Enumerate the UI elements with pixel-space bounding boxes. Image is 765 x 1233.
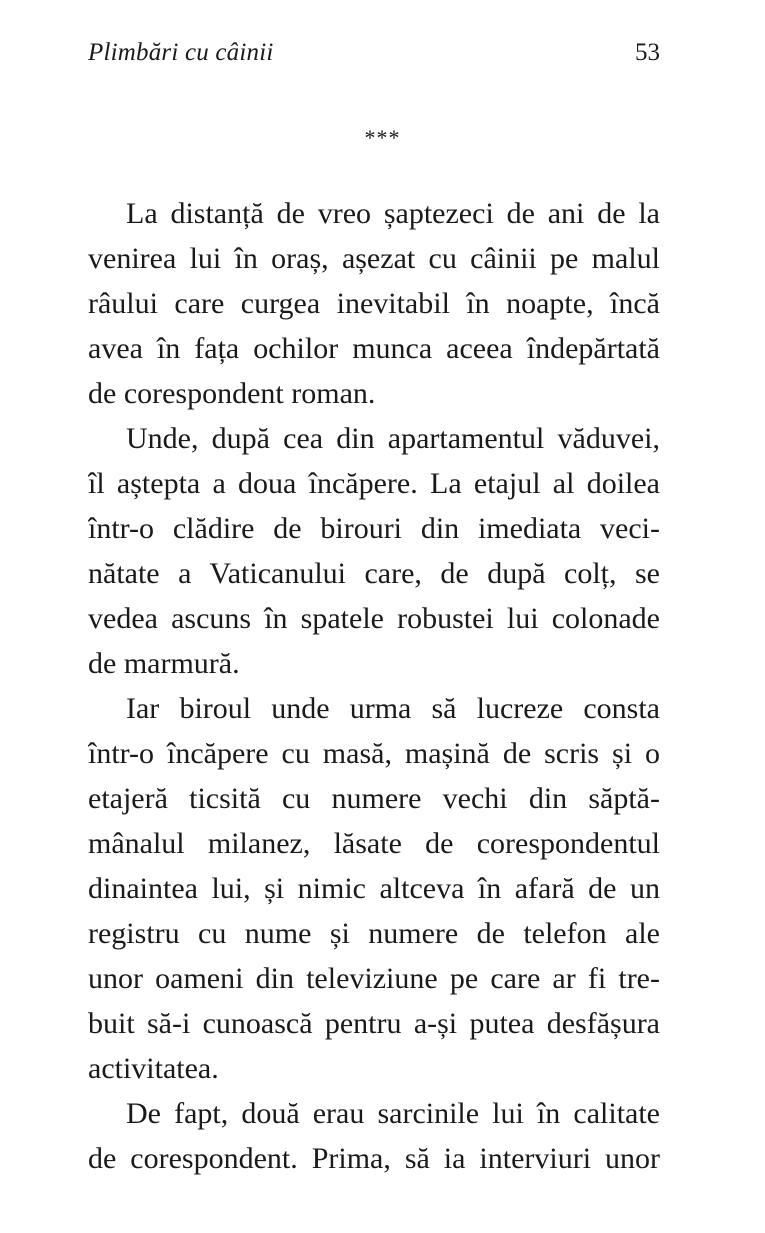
text-line: dinaintea lui, și nimic altceva în afară de un	[88, 872, 660, 905]
text-line: Iar biroul unde urma să lucreze consta	[126, 692, 660, 725]
running-header	[88, 36, 660, 70]
text-line: unor oameni din televiziune pe care ar fi tre-	[88, 962, 660, 995]
text-line: La distanță de vreo șaptezeci de ani de la	[126, 197, 660, 230]
text-line: îl aștepta a doua încăpere. La etajul al doilea	[88, 467, 660, 500]
text-line: Unde, după cea din apartamentul văduvei,	[126, 422, 660, 455]
text-line: vedea ascuns în spatele robustei lui colonade	[88, 602, 660, 635]
paragraph-1	[88, 191, 660, 416]
text-line: etajeră ticsită cu numere vechi din săptă-	[88, 782, 660, 815]
body-text	[88, 191, 660, 1181]
text-line: registru cu nume și numere de telefon ale	[88, 917, 660, 950]
text-line: De fapt, două erau sarcinile lui în calitate	[126, 1097, 660, 1130]
text-line: de marmură.	[88, 647, 240, 680]
running-title: Plimbări cu câinii	[88, 39, 274, 66]
text-line: nătate a Vaticanului care, de după colț, se	[88, 557, 660, 590]
paragraph-4	[88, 1091, 660, 1181]
text-line: activitatea.	[88, 1052, 219, 1085]
text-line: de corespondent. Prima, să ia interviuri unor	[88, 1142, 660, 1175]
text-line: într-o încăpere cu masă, mașină de scris și o	[88, 737, 660, 770]
text-line: într-o clădire de birouri din imediata veci-	[88, 512, 660, 545]
text-line: buit să-i cunoască pentru a-și putea desfășura	[88, 1007, 660, 1040]
text-line: de corespondent roman.	[88, 377, 376, 410]
paragraph-2	[88, 416, 660, 686]
text-line: mânalul milanez, lăsate de corespondentul	[88, 827, 660, 860]
paragraph-3	[88, 686, 660, 1091]
page-number: 53	[635, 39, 660, 66]
section-separator: ***	[364, 125, 401, 150]
text-line: avea în fața ochilor munca aceea îndepărtată	[88, 332, 660, 365]
text-line: venirea lui în oraș, așezat cu câinii pe malul	[88, 242, 660, 275]
text-line: râului care curgea inevitabil în noapte, încă	[88, 287, 660, 320]
